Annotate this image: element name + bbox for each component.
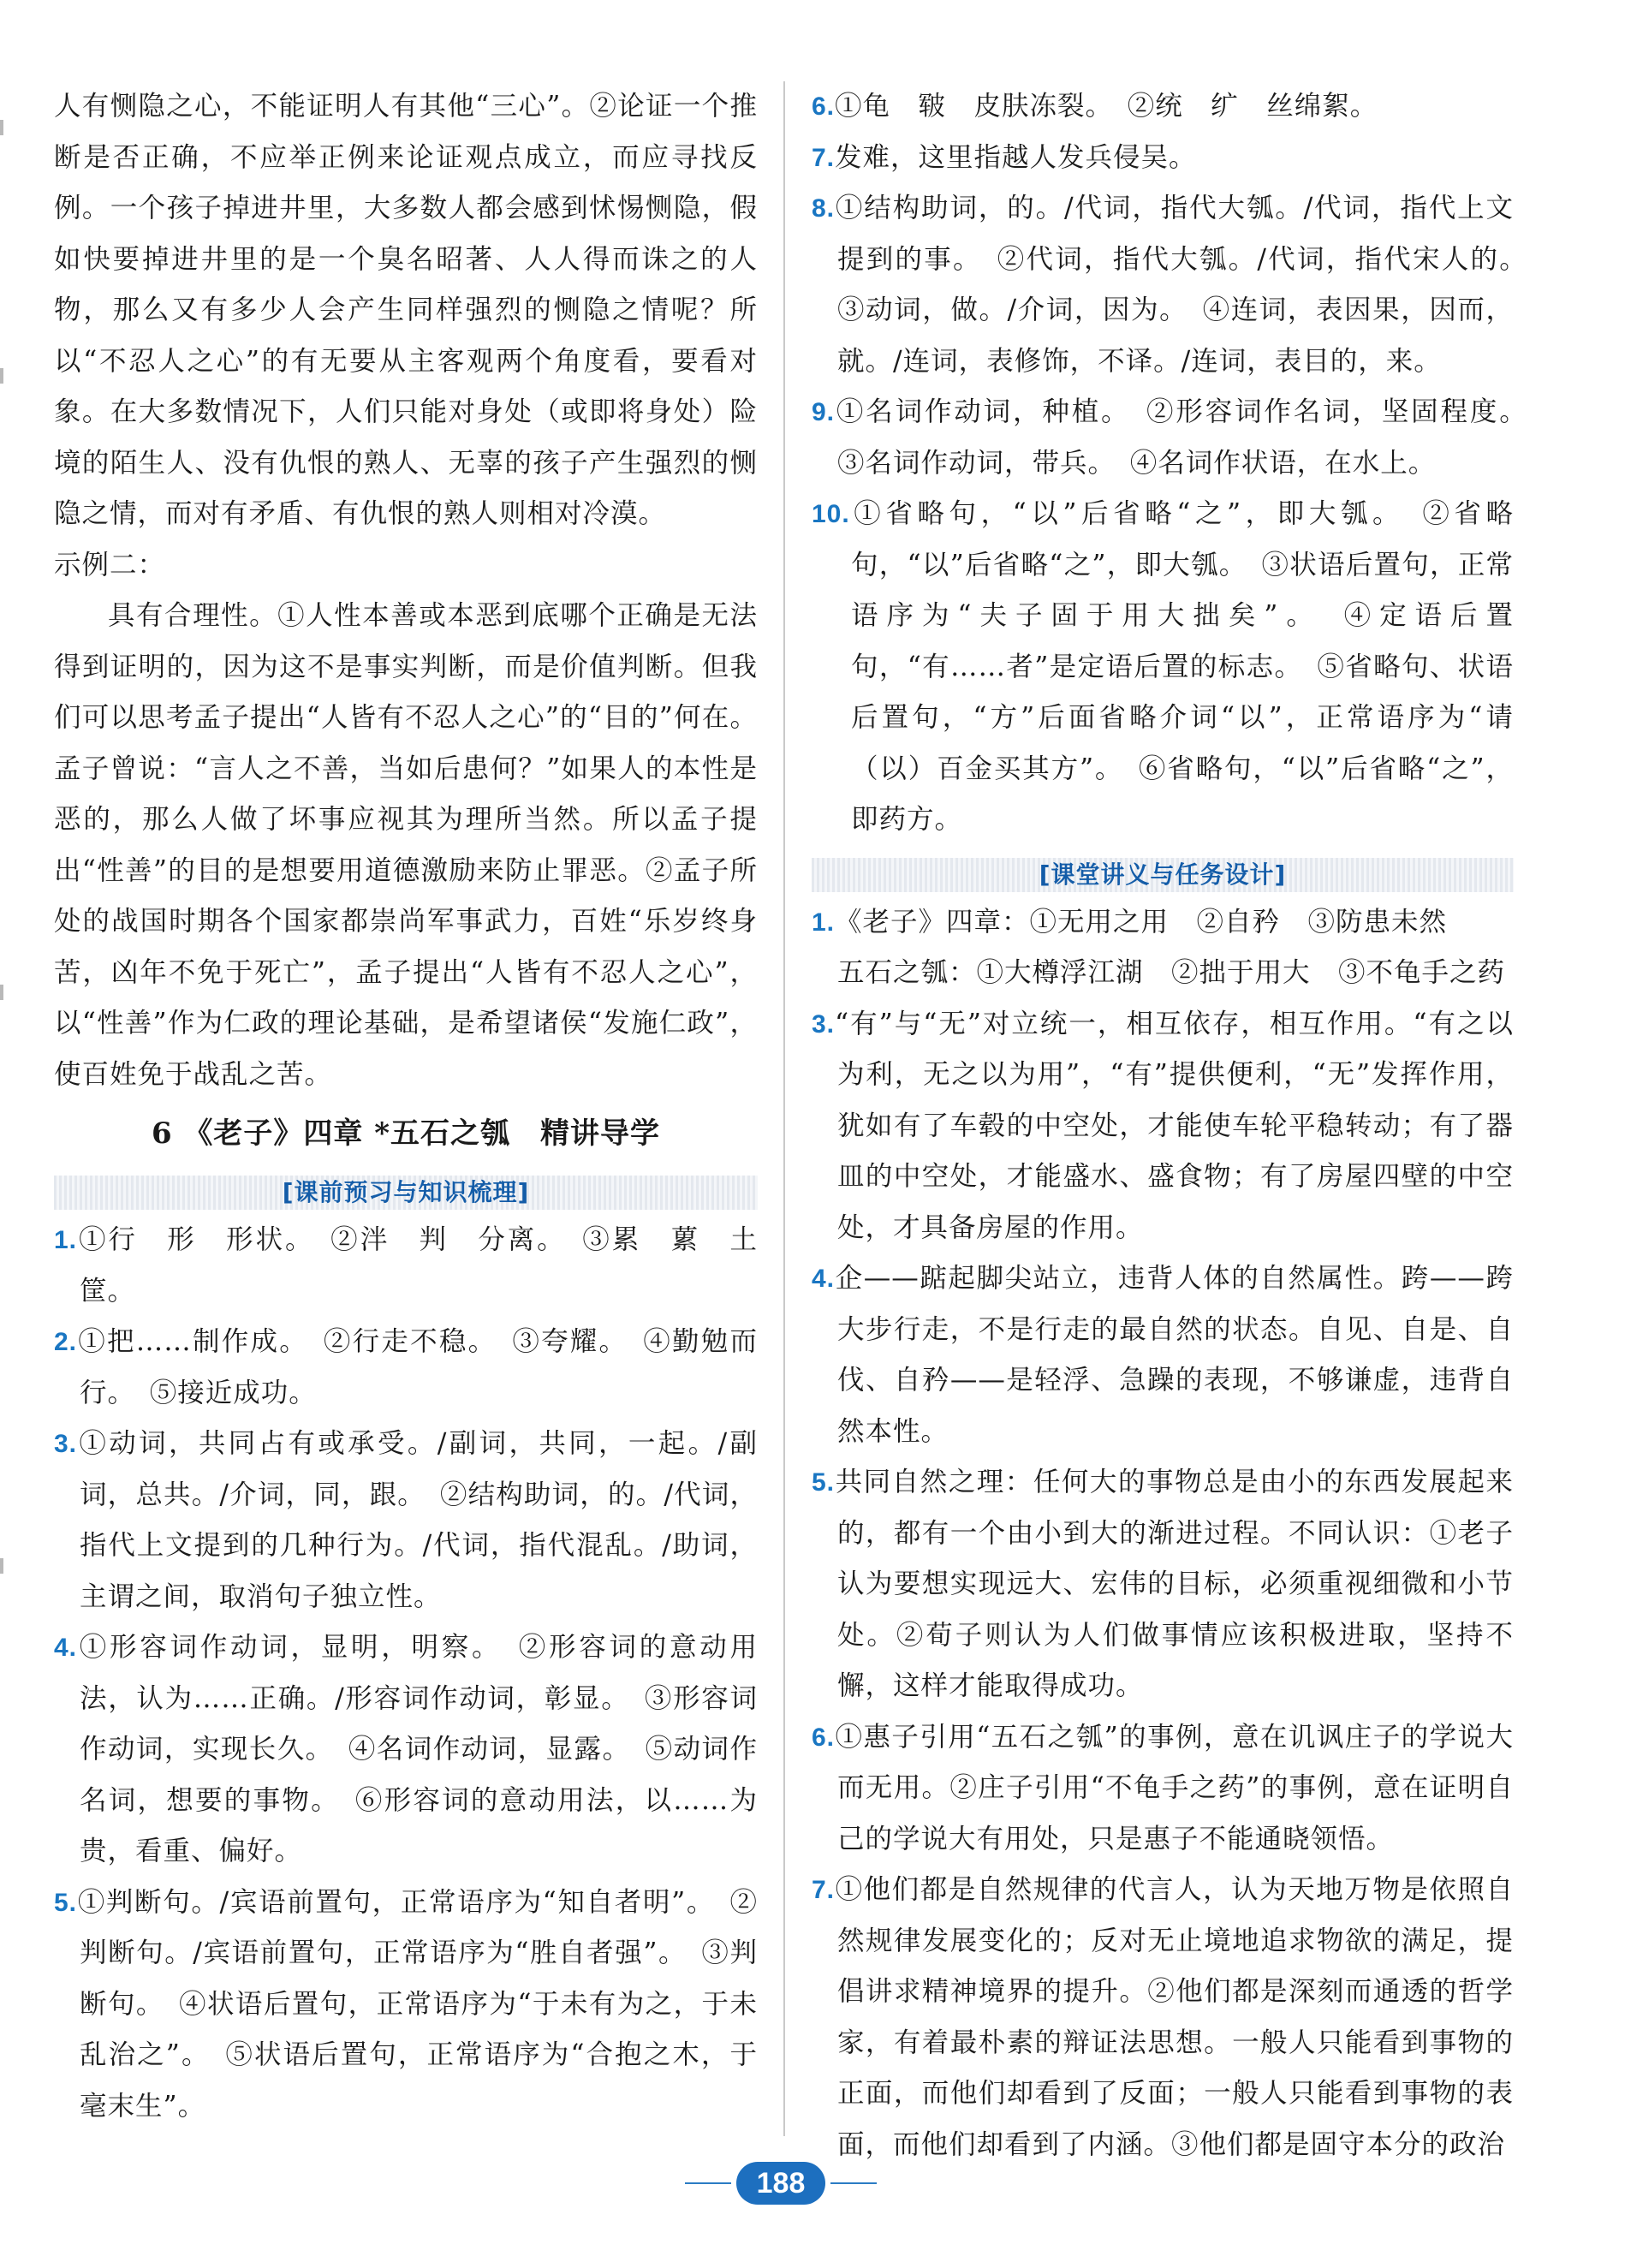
item-text: ①他们都是自然规律的代言人，认为天地万物是依照自然规律发展变化的；反对无止境地追求物欲的满足，提倡讲求精神境界的提升。②他们都是深刻而通透的哲学家，有着最朴素的辩证法思想。一般人只能看到事物的正面，而他们却看到了反面；一般人只能看到事物的表面，而他们却看到了内涵。③他们都是固守本分的政治: [835, 1874, 1514, 2160]
answer-item: [812, 1712, 1514, 1866]
item-text: 发难，这里指越人发兵侵吴。: [835, 141, 1197, 173]
item-number: 10.: [812, 500, 850, 528]
item-number: 7.: [812, 143, 836, 172]
right-column: [812, 81, 1542, 2170]
answer-item: [812, 999, 1514, 1254]
item-text: ①把……制作成。 ②行走不稳。 ③夸耀。 ④勤勉而行。 ⑤接近成功。: [77, 1326, 758, 1408]
item-number: 1.: [54, 1226, 78, 1254]
item-text: ①惠子引用“五石之瓠”的事例，意在讥讽庄子的学说大而无用。②庄子引用“不龟手之药”的事例，意在证明自己的学说大有用处，只是惠子不能通晓领悟。: [835, 1721, 1514, 1854]
answer-item: [812, 1457, 1514, 1712]
margin-tick: [0, 120, 3, 135]
answer-item: [812, 81, 1514, 133]
intro-paragraph: 人有恻隐之心，不能证明人有其他“三心”。②论证一个推断是否正确，不应举正例来论证观点成立，而应寻找反例。一个孩子掉进井里，大多数人都会感到怵惕恻隐，假如快要掉进井里的是一个臭名昭著、人人得而诛之的人物，那么又有多少人会产生同样强烈的恻隐之情呢？所以“不忍人之心”的有无要从主客观两个角度看，要看对象。在大多数情况下，人们只能对身处（或即将身处）险境的陌生人、没有仇恨的熟人、无辜的孩子产生强烈的恻隐之情，而对有矛盾、有仇恨的熟人则相对冷漠。: [54, 91, 758, 529]
answer-item: [812, 1253, 1514, 1457]
answer-item: [812, 387, 1542, 489]
item-number: 7.: [812, 1876, 836, 1904]
answer-item: [54, 1215, 758, 1317]
item-continuation: 五石之瓠：①大樽浮江湖 ②拙于用大 ③不龟手之药: [837, 957, 1506, 988]
margin-tick: [0, 368, 3, 384]
item-number: 8.: [812, 194, 836, 223]
answer-item: [812, 133, 1514, 184]
item-number: 4.: [54, 1634, 78, 1662]
item-text: ①名词作动词，种植。 ②形容词作名词，坚固程度。 ③名词作动词，带兵。 ④名词作状语，在水上。: [835, 396, 1542, 479]
page-number: 188: [736, 2162, 825, 2205]
answer-item: [812, 1865, 1514, 2170]
item-text: ①省略句，“以”后省略“之”，即大瓠。 ②省略句，“以”后省略“之”，即大瓠。 ③状语后置句，正常语序为“夫子固于用大拙矣”。 ④定语后置句，“有……者”是定语后置的标志。 ⑤省略句、状语后置句，“方”后面省略介词“以”，正常语序为“请（以）百金买其方”。 ⑥省略句，“以”后省略“之”，即药方。: [849, 498, 1514, 835]
item-text: ①形容词作动词，显明，明察。 ②形容词的意动用法，认为……正确。/形容词作动词，彰显。 ③形容词作动词，实现长久。 ④名词作动词，显露。 ⑤动词作名词，想要的事物。 ⑥形容词的意动用法，以……为贵，看重、偏好。: [77, 1632, 758, 1866]
item-number: 9.: [812, 398, 836, 426]
item-number: 6.: [812, 92, 836, 121]
margin-tick: [0, 985, 3, 1000]
section-banner: [课前预习与知识梳理]: [54, 1176, 758, 1210]
answer-item: [54, 1622, 758, 1878]
item-number: 3.: [812, 1009, 836, 1039]
intro-paragraph: 具有合理性。①人性本善或本恶到底哪个正确是无法得到证明的，因为这不是事实判断，而是价值判断。但我们可以思考孟子提出“人皆有不忍人之心”的“目的”何在。孟子曾说：“言人之不善，当如后患何？”如果人的本性是恶的，那么人做了坏事应视其为理所当然。所以孟子提出“性善”的目的是想要用道德激励来防止罪恶。②孟子所处的战国时期各个国家都崇尚军事武力，百姓“乐岁终身苦，凶年不免于死亡”，孟子提出“人皆有不忍人之心”，以“性善”作为仁政的理论基础，是希望诸侯“发施仁政”，使百姓免于战乱之苦。: [54, 600, 758, 1090]
item-number: 5.: [812, 1468, 836, 1497]
answer-item: [812, 489, 1514, 846]
item-number: 5.: [54, 1888, 78, 1917]
item-text: ①判断句。/宾语前置句，正常语序为“知自者明”。 ②判断句。/宾语前置句，正常语序为“胜自者强”。 ③判断句。 ④状语后置句，正常语序为“于未有为之，于未乱治之”。 ⑤状语后置句，正常语序为“合抱之木，于毫末生”。: [77, 1886, 758, 2122]
left-column: [54, 81, 758, 2132]
item-text: ①动词，共同占有或承受。/副词，共同，一起。/副词，总共。/介词，同，跟。 ②结构助词，的。/代词，指代上文提到的几种行为。/代词，指代混乱。/助词，主谓之间，取消句子独立性。: [77, 1428, 758, 1612]
column-divider: [783, 81, 785, 2136]
page-footer: [0, 2162, 1625, 2205]
item-text: 共同自然之理：任何大的事物总是由小的东西发展起来的，都有一个由小到大的渐进过程。不同认识：①老子认为要想实现远大、宏伟的目标，必须重视细微和小节处。②荀子则认为人们做事情应该积极进取，坚持不懈，这样才能取得成功。: [835, 1467, 1514, 1701]
item-number: 6.: [812, 1723, 836, 1752]
item-number: 4.: [812, 1265, 836, 1293]
section-banner: [课堂讲义与任务设计]: [812, 858, 1514, 892]
item-number: 2.: [54, 1328, 78, 1356]
footer-rule-left: [685, 2182, 731, 2184]
item-text: “有”与“无”对立统一，相互依存，相互作用。“有之以为利，无之以为用”，“有”提供便利，“无”发挥作用，犹如有了车毂的中空处，才能使车轮平稳转动；有了器皿的中空处，才能盛水、盛食物；有了房屋四壁的中空处，才具备房屋的作用。: [835, 1008, 1514, 1243]
chapter-title: 6 《老子》四章 *五石之瓠 精讲导学: [151, 1116, 661, 1151]
answer-item: [812, 183, 1542, 387]
margin-tick: [0, 1558, 3, 1574]
item-text: ①龟 皲 皮肤冻裂。 ②统 纩 丝绵絮。: [835, 91, 1378, 122]
answer-item: [54, 1317, 758, 1419]
footer-rule-right: [830, 2182, 877, 2184]
item-text: ①结构助词，的。/代词，指代大瓠。/代词，指代上文提到的事。 ②代词，指代大瓠。/代词，指代宋人的。 ③动词，做。/介词，因为。 ④连词，表因果，因而，就。/连词，表修饰，不译。/连词，表目的，来。: [835, 193, 1542, 377]
item-number: 3.: [54, 1430, 78, 1458]
item-text: 《老子》四章：①无用之用 ②自矜 ③防患未然: [835, 906, 1448, 938]
answer-item: [54, 1878, 758, 2133]
answer-item: [54, 1419, 758, 1622]
example-label: 示例二：: [54, 549, 166, 580]
item-text: 企——踮起脚尖站立，违背人体的自然属性。跨——跨大步行走，不是行走的最自然的状态。自见、自是、自伐、自矜——是轻浮、急躁的表现，不够谦虚，违背自然本性。: [835, 1263, 1514, 1447]
answer-item: [812, 897, 1514, 949]
item-text: ①行 形 形状。 ②泮 判 分离。 ③累 蔂 土筐。: [77, 1224, 758, 1307]
item-number: 1.: [812, 908, 836, 937]
